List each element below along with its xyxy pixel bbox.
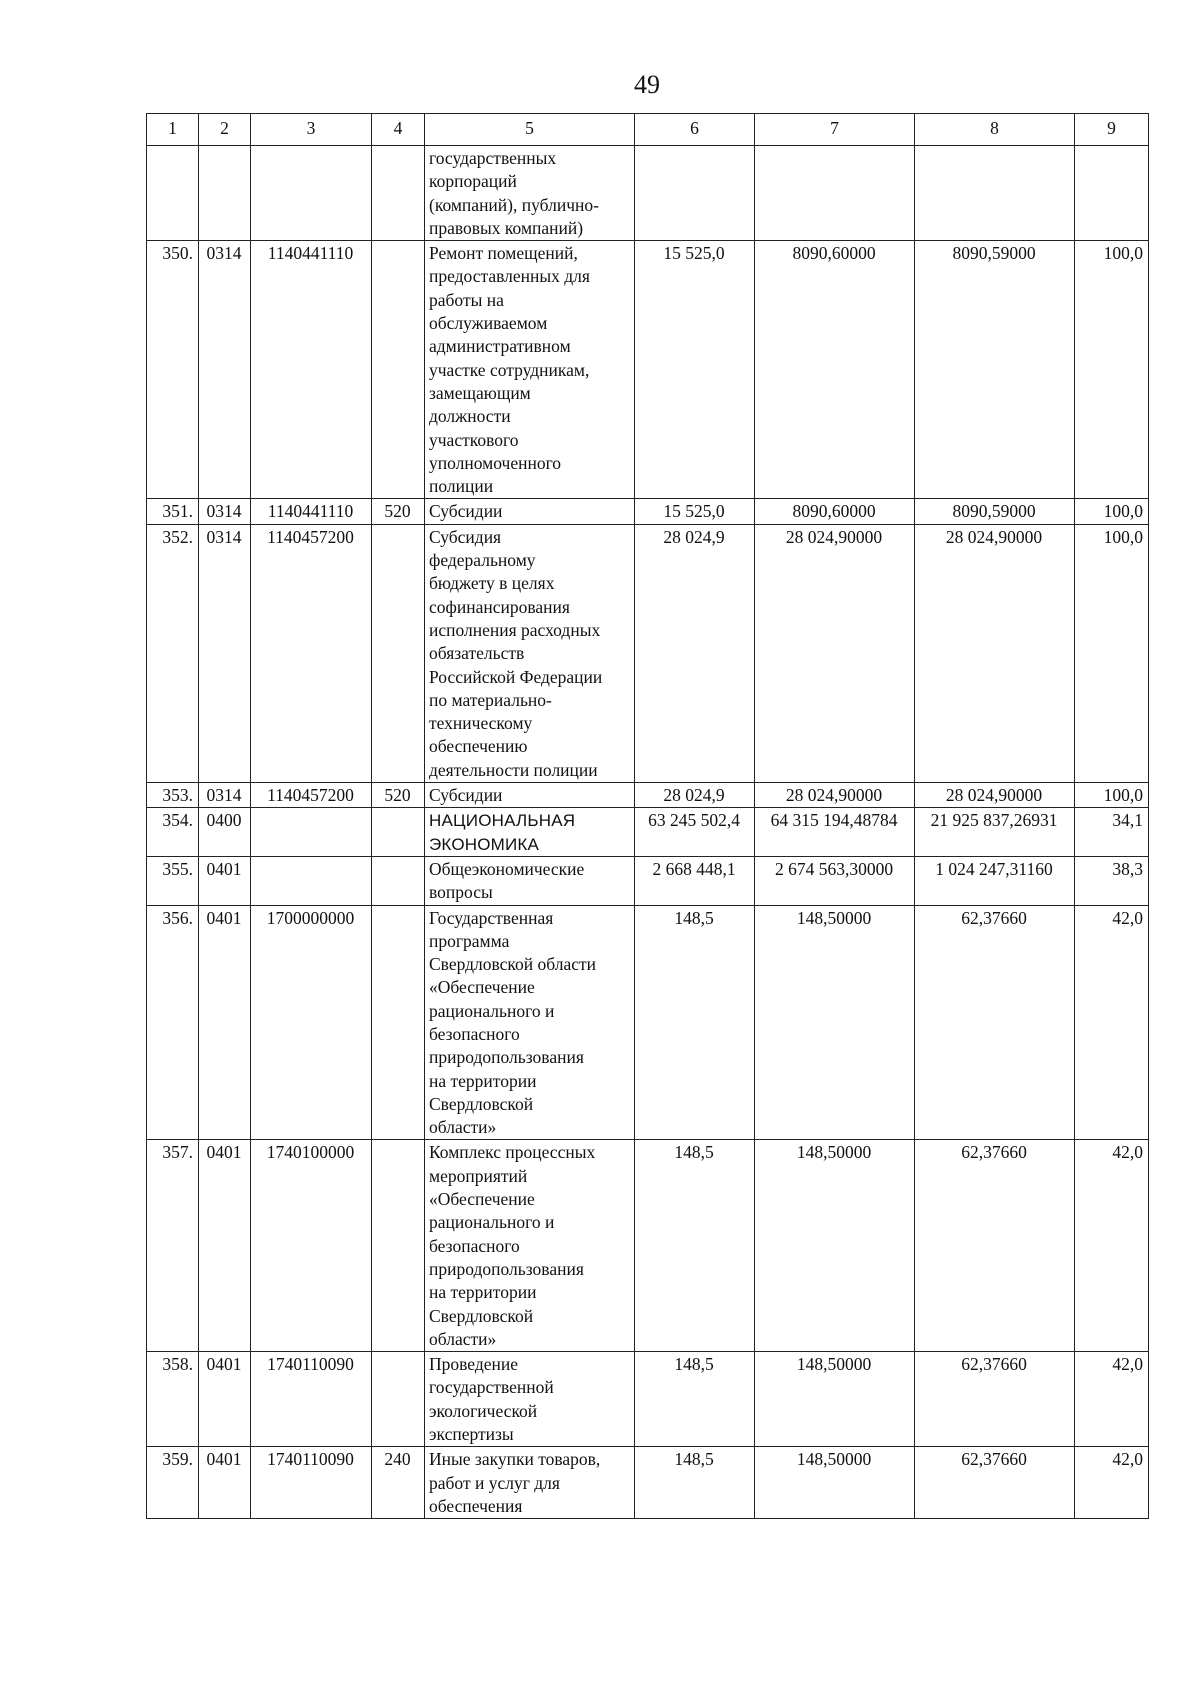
execution-percent-cell: 42,0 xyxy=(1075,1352,1149,1447)
item-name-line: работы на xyxy=(429,289,504,310)
row-number-cell: 353. xyxy=(147,783,199,808)
item-name-line: Иные закупки товаров, xyxy=(429,1449,601,1470)
table-row xyxy=(147,783,1149,808)
budget-list-amount-cell: 28 024,90000 xyxy=(755,524,915,782)
item-name-line: обслуживаемом xyxy=(429,313,548,334)
item-name-line: (компаний), публично- xyxy=(429,194,599,215)
executed-amount-cell: 8090,59000 xyxy=(915,499,1075,524)
expense-type-cell xyxy=(372,524,425,782)
item-name-line: участке сотрудникам, xyxy=(429,359,590,380)
item-name-line: Государственная xyxy=(429,907,554,928)
item-name-line: на территории xyxy=(429,1282,537,1303)
item-name-line: вопросы xyxy=(429,882,493,903)
item-name-line: Свердловской xyxy=(429,1305,534,1326)
table-row xyxy=(147,524,1149,782)
item-name-line: правовых компаний) xyxy=(429,217,584,238)
executed-amount-cell: 62,37660 xyxy=(915,905,1075,1140)
item-name-cell xyxy=(425,856,635,905)
execution-percent-cell: 42,0 xyxy=(1075,1140,1149,1352)
item-name-line: природопользования xyxy=(429,1258,584,1279)
row-number-cell: 351. xyxy=(147,499,199,524)
budget-list-amount-cell: 8090,60000 xyxy=(755,241,915,499)
item-name-line: обеспечению xyxy=(429,736,528,757)
approved-amount-cell xyxy=(635,146,755,241)
row-number-cell: 350. xyxy=(147,241,199,499)
item-name-line: деятельности полиции xyxy=(429,759,598,780)
approved-amount-cell: 148,5 xyxy=(635,1352,755,1447)
item-name-line: должности xyxy=(429,406,511,427)
budget-list-amount-cell: 8090,60000 xyxy=(755,499,915,524)
item-name-line: полиции xyxy=(429,476,494,497)
item-name-line: ЭКОНОМИКА xyxy=(429,834,540,854)
item-name-line: Свердловской xyxy=(429,1093,534,1114)
expense-type-cell: 520 xyxy=(372,783,425,808)
budget-list-amount-cell: 148,50000 xyxy=(755,1140,915,1352)
section-code-cell: 0314 xyxy=(199,241,251,499)
item-name-line: мероприятий xyxy=(429,1165,528,1186)
item-name-line: рационального и xyxy=(429,1212,555,1233)
item-name-cell xyxy=(425,1140,635,1352)
item-name-line: на территории xyxy=(429,1070,537,1091)
item-name-line: техническому xyxy=(429,713,533,734)
item-name-line: предоставленных для xyxy=(429,266,590,287)
expense-type-cell xyxy=(372,1352,425,1447)
row-number-cell xyxy=(147,146,199,241)
budget-list-amount-cell: 148,50000 xyxy=(755,1352,915,1447)
budget-list-amount-cell: 148,50000 xyxy=(755,1447,915,1519)
header-cell-8: 8 xyxy=(915,114,1075,146)
item-name-cell xyxy=(425,1447,635,1519)
item-name-line: федеральному xyxy=(429,550,536,571)
execution-percent-cell xyxy=(1075,146,1149,241)
budget-table xyxy=(146,113,1149,1519)
table-row xyxy=(147,1140,1149,1352)
item-name-line: государственной xyxy=(429,1377,554,1398)
item-name-line: замещающим xyxy=(429,382,531,403)
approved-amount-cell: 15 525,0 xyxy=(635,241,755,499)
executed-amount-cell: 62,37660 xyxy=(915,1352,1075,1447)
expense-type-cell xyxy=(372,856,425,905)
item-name-cell xyxy=(425,783,635,808)
item-name-line: области» xyxy=(429,1328,497,1349)
table-row xyxy=(147,146,1149,241)
item-name-cell xyxy=(425,808,635,857)
section-code-cell: 0314 xyxy=(199,783,251,808)
table-row xyxy=(147,856,1149,905)
execution-percent-cell: 100,0 xyxy=(1075,524,1149,782)
item-name-line: Свердловской области xyxy=(429,954,597,975)
execution-percent-cell: 42,0 xyxy=(1075,905,1149,1140)
item-name-line: рационального и xyxy=(429,1000,555,1021)
execution-percent-cell: 42,0 xyxy=(1075,1447,1149,1519)
item-name-line: Российской Федерации xyxy=(429,666,603,687)
target-code-cell: 1740100000 xyxy=(251,1140,372,1352)
approved-amount-cell: 148,5 xyxy=(635,905,755,1140)
budget-list-amount-cell: 28 024,90000 xyxy=(755,783,915,808)
item-name-line: корпораций xyxy=(429,171,517,192)
execution-percent-cell: 100,0 xyxy=(1075,499,1149,524)
header-cell-5: 5 xyxy=(425,114,635,146)
table-row xyxy=(147,905,1149,1140)
executed-amount-cell: 8090,59000 xyxy=(915,241,1075,499)
expense-type-cell xyxy=(372,905,425,1140)
row-number-cell: 358. xyxy=(147,1352,199,1447)
target-code-cell xyxy=(251,856,372,905)
item-name-line: Общеэкономические xyxy=(429,858,585,879)
approved-amount-cell: 2 668 448,1 xyxy=(635,856,755,905)
section-code-cell: 0401 xyxy=(199,1352,251,1447)
target-code-cell: 1740110090 xyxy=(251,1447,372,1519)
execution-percent-cell: 38,3 xyxy=(1075,856,1149,905)
row-number-cell: 356. xyxy=(147,905,199,1140)
item-name-line: экспертизы xyxy=(429,1424,514,1445)
item-name-cell xyxy=(425,241,635,499)
header-cell-7: 7 xyxy=(755,114,915,146)
budget-list-amount-cell: 2 674 563,30000 xyxy=(755,856,915,905)
target-code-cell: 1140441110 xyxy=(251,499,372,524)
header-cell-2: 2 xyxy=(199,114,251,146)
table-row xyxy=(147,1447,1149,1519)
executed-amount-cell: 62,37660 xyxy=(915,1140,1075,1352)
row-number-cell: 354. xyxy=(147,808,199,857)
section-code-cell: 0401 xyxy=(199,905,251,1140)
row-number-cell: 357. xyxy=(147,1140,199,1352)
executed-amount-cell: 28 024,90000 xyxy=(915,524,1075,782)
item-name-line: природопользования xyxy=(429,1047,584,1068)
target-code-cell: 1740110090 xyxy=(251,1352,372,1447)
section-code-cell: 0314 xyxy=(199,524,251,782)
item-name-line: исполнения расходных xyxy=(429,619,601,640)
item-name-line: Субсидии xyxy=(429,501,503,522)
item-name-line: государственных xyxy=(429,148,557,168)
item-name-line: уполномоченного xyxy=(429,452,562,473)
item-name-line: обязательств xyxy=(429,643,525,664)
item-name-line: экологической xyxy=(429,1400,538,1421)
item-name-line: Субсидии xyxy=(429,785,503,806)
approved-amount-cell: 28 024,9 xyxy=(635,524,755,782)
executed-amount-cell: 62,37660 xyxy=(915,1447,1075,1519)
target-code-cell: 1140457200 xyxy=(251,783,372,808)
table-row xyxy=(147,808,1149,857)
section-code-cell: 0314 xyxy=(199,499,251,524)
item-name-line: обеспечения xyxy=(429,1495,523,1516)
expense-type-cell: 520 xyxy=(372,499,425,524)
item-name-cell xyxy=(425,905,635,1140)
item-name-line: программа xyxy=(429,930,510,951)
item-name-line: Субсидия xyxy=(429,526,502,547)
target-code-cell xyxy=(251,808,372,857)
approved-amount-cell: 15 525,0 xyxy=(635,499,755,524)
item-name-cell xyxy=(425,524,635,782)
row-number-cell: 355. xyxy=(147,856,199,905)
expense-type-cell xyxy=(372,1140,425,1352)
execution-percent-cell: 100,0 xyxy=(1075,241,1149,499)
item-name-line: НАЦИОНАЛЬНАЯ xyxy=(429,811,576,831)
approved-amount-cell: 63 245 502,4 xyxy=(635,808,755,857)
approved-amount-cell: 148,5 xyxy=(635,1140,755,1352)
header-cell-9: 9 xyxy=(1075,114,1149,146)
target-code-cell: 1700000000 xyxy=(251,905,372,1140)
execution-percent-cell: 100,0 xyxy=(1075,783,1149,808)
executed-amount-cell xyxy=(915,146,1075,241)
header-row xyxy=(147,114,1149,146)
item-name-line: безопасного xyxy=(429,1235,520,1256)
header-cell-4: 4 xyxy=(372,114,425,146)
section-code-cell xyxy=(199,146,251,241)
target-code-cell: 1140457200 xyxy=(251,524,372,782)
section-code-cell: 0400 xyxy=(199,808,251,857)
budget-list-amount-cell xyxy=(755,146,915,241)
executed-amount-cell: 1 024 247,31160 xyxy=(915,856,1075,905)
expense-type-cell xyxy=(372,146,425,241)
execution-percent-cell: 34,1 xyxy=(1075,808,1149,857)
item-name-line: Комплекс процессных xyxy=(429,1142,596,1163)
item-name-line: по материально- xyxy=(429,689,552,710)
section-code-cell: 0401 xyxy=(199,1447,251,1519)
item-name-line: «Обеспечение xyxy=(429,1189,535,1210)
table-row xyxy=(147,499,1149,524)
item-name-line: области» xyxy=(429,1117,497,1138)
expense-type-cell: 240 xyxy=(372,1447,425,1519)
item-name-line: административном xyxy=(429,336,571,357)
item-name-line: безопасного xyxy=(429,1023,520,1044)
table-row xyxy=(147,241,1149,499)
item-name-line: Ремонт помещений, xyxy=(429,243,578,264)
target-code-cell: 1140441110 xyxy=(251,241,372,499)
expense-type-cell xyxy=(372,241,425,499)
target-code-cell xyxy=(251,146,372,241)
table-row xyxy=(147,1352,1149,1447)
budget-list-amount-cell: 148,50000 xyxy=(755,905,915,1140)
page-number: 49 xyxy=(634,70,660,99)
item-name-line: участкового xyxy=(429,429,519,450)
section-code-cell: 0401 xyxy=(199,1140,251,1352)
header-cell-3: 3 xyxy=(251,114,372,146)
header-cell-6: 6 xyxy=(635,114,755,146)
item-name-cell xyxy=(425,1352,635,1447)
row-number-cell: 359. xyxy=(147,1447,199,1519)
item-name-cell xyxy=(425,499,635,524)
item-name-line: Проведение xyxy=(429,1354,519,1375)
item-name-line: софинансирования xyxy=(429,596,570,617)
approved-amount-cell: 28 024,9 xyxy=(635,783,755,808)
executed-amount-cell: 21 925 837,26931 xyxy=(915,808,1075,857)
item-name-line: работ и услуг для xyxy=(429,1472,560,1493)
header-cell-1: 1 xyxy=(147,114,199,146)
budget-list-amount-cell: 64 315 194,48784 xyxy=(755,808,915,857)
approved-amount-cell: 148,5 xyxy=(635,1447,755,1519)
table-body xyxy=(147,146,1149,1519)
item-name-line: бюджету в целях xyxy=(429,573,555,594)
expense-type-cell xyxy=(372,808,425,857)
item-name-line: «Обеспечение xyxy=(429,977,535,998)
row-number-cell: 352. xyxy=(147,524,199,782)
section-code-cell: 0401 xyxy=(199,856,251,905)
executed-amount-cell: 28 024,90000 xyxy=(915,783,1075,808)
item-name-cell xyxy=(425,146,635,241)
